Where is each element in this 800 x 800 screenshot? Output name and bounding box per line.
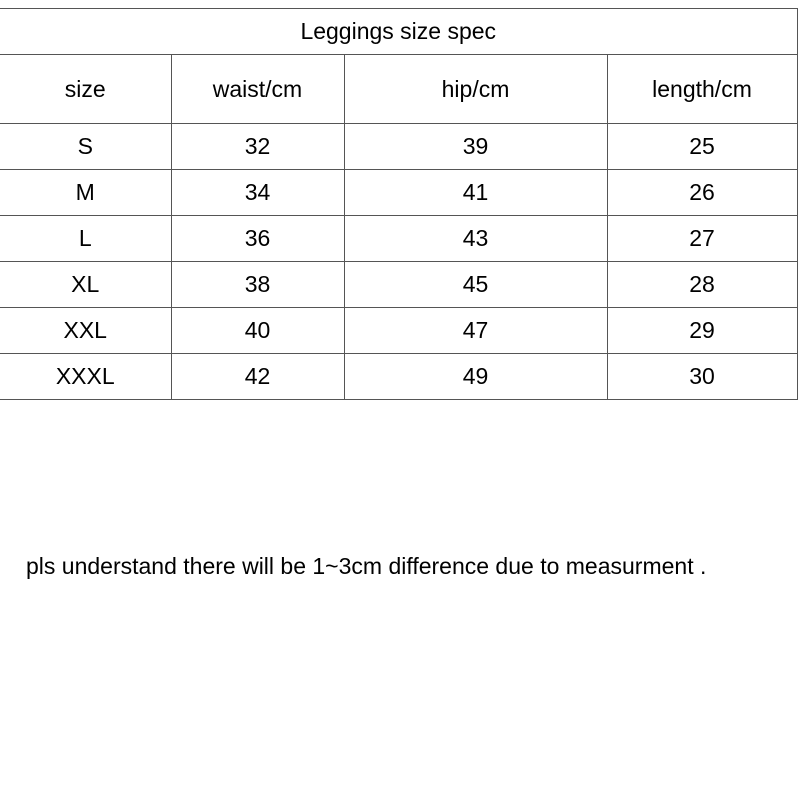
header-waist: waist/cm [171,55,344,124]
cell-size: S [0,124,171,170]
cell-size: XXXL [0,354,171,400]
cell-length: 30 [607,354,797,400]
cell-waist: 38 [171,262,344,308]
cell-size: XL [0,262,171,308]
cell-hip: 49 [344,354,607,400]
header-hip: hip/cm [344,55,607,124]
cell-waist: 42 [171,354,344,400]
table-row [0,124,797,170]
table-title: Leggings size spec [0,9,797,55]
cell-hip: 43 [344,216,607,262]
cell-size: L [0,216,171,262]
header-length: length/cm [607,55,797,124]
table-row [0,308,797,354]
cell-hip: 45 [344,262,607,308]
cell-length: 27 [607,216,797,262]
cell-waist: 34 [171,170,344,216]
cell-hip: 39 [344,124,607,170]
cell-waist: 36 [171,216,344,262]
table-row [0,354,797,400]
size-spec-table [0,8,798,400]
cell-hip: 41 [344,170,607,216]
table-row [0,216,797,262]
cell-size: XXL [0,308,171,354]
cell-length: 26 [607,170,797,216]
cell-length: 29 [607,308,797,354]
measurement-note: pls understand there will be 1~3cm difference due to measurment . [26,553,707,579]
table-header-row [0,55,797,124]
table-row [0,170,797,216]
cell-size: M [0,170,171,216]
cell-length: 25 [607,124,797,170]
header-size: size [0,55,171,124]
cell-waist: 32 [171,124,344,170]
cell-waist: 40 [171,308,344,354]
table-row [0,262,797,308]
cell-hip: 47 [344,308,607,354]
cell-length: 28 [607,262,797,308]
table-title-row [0,9,797,55]
